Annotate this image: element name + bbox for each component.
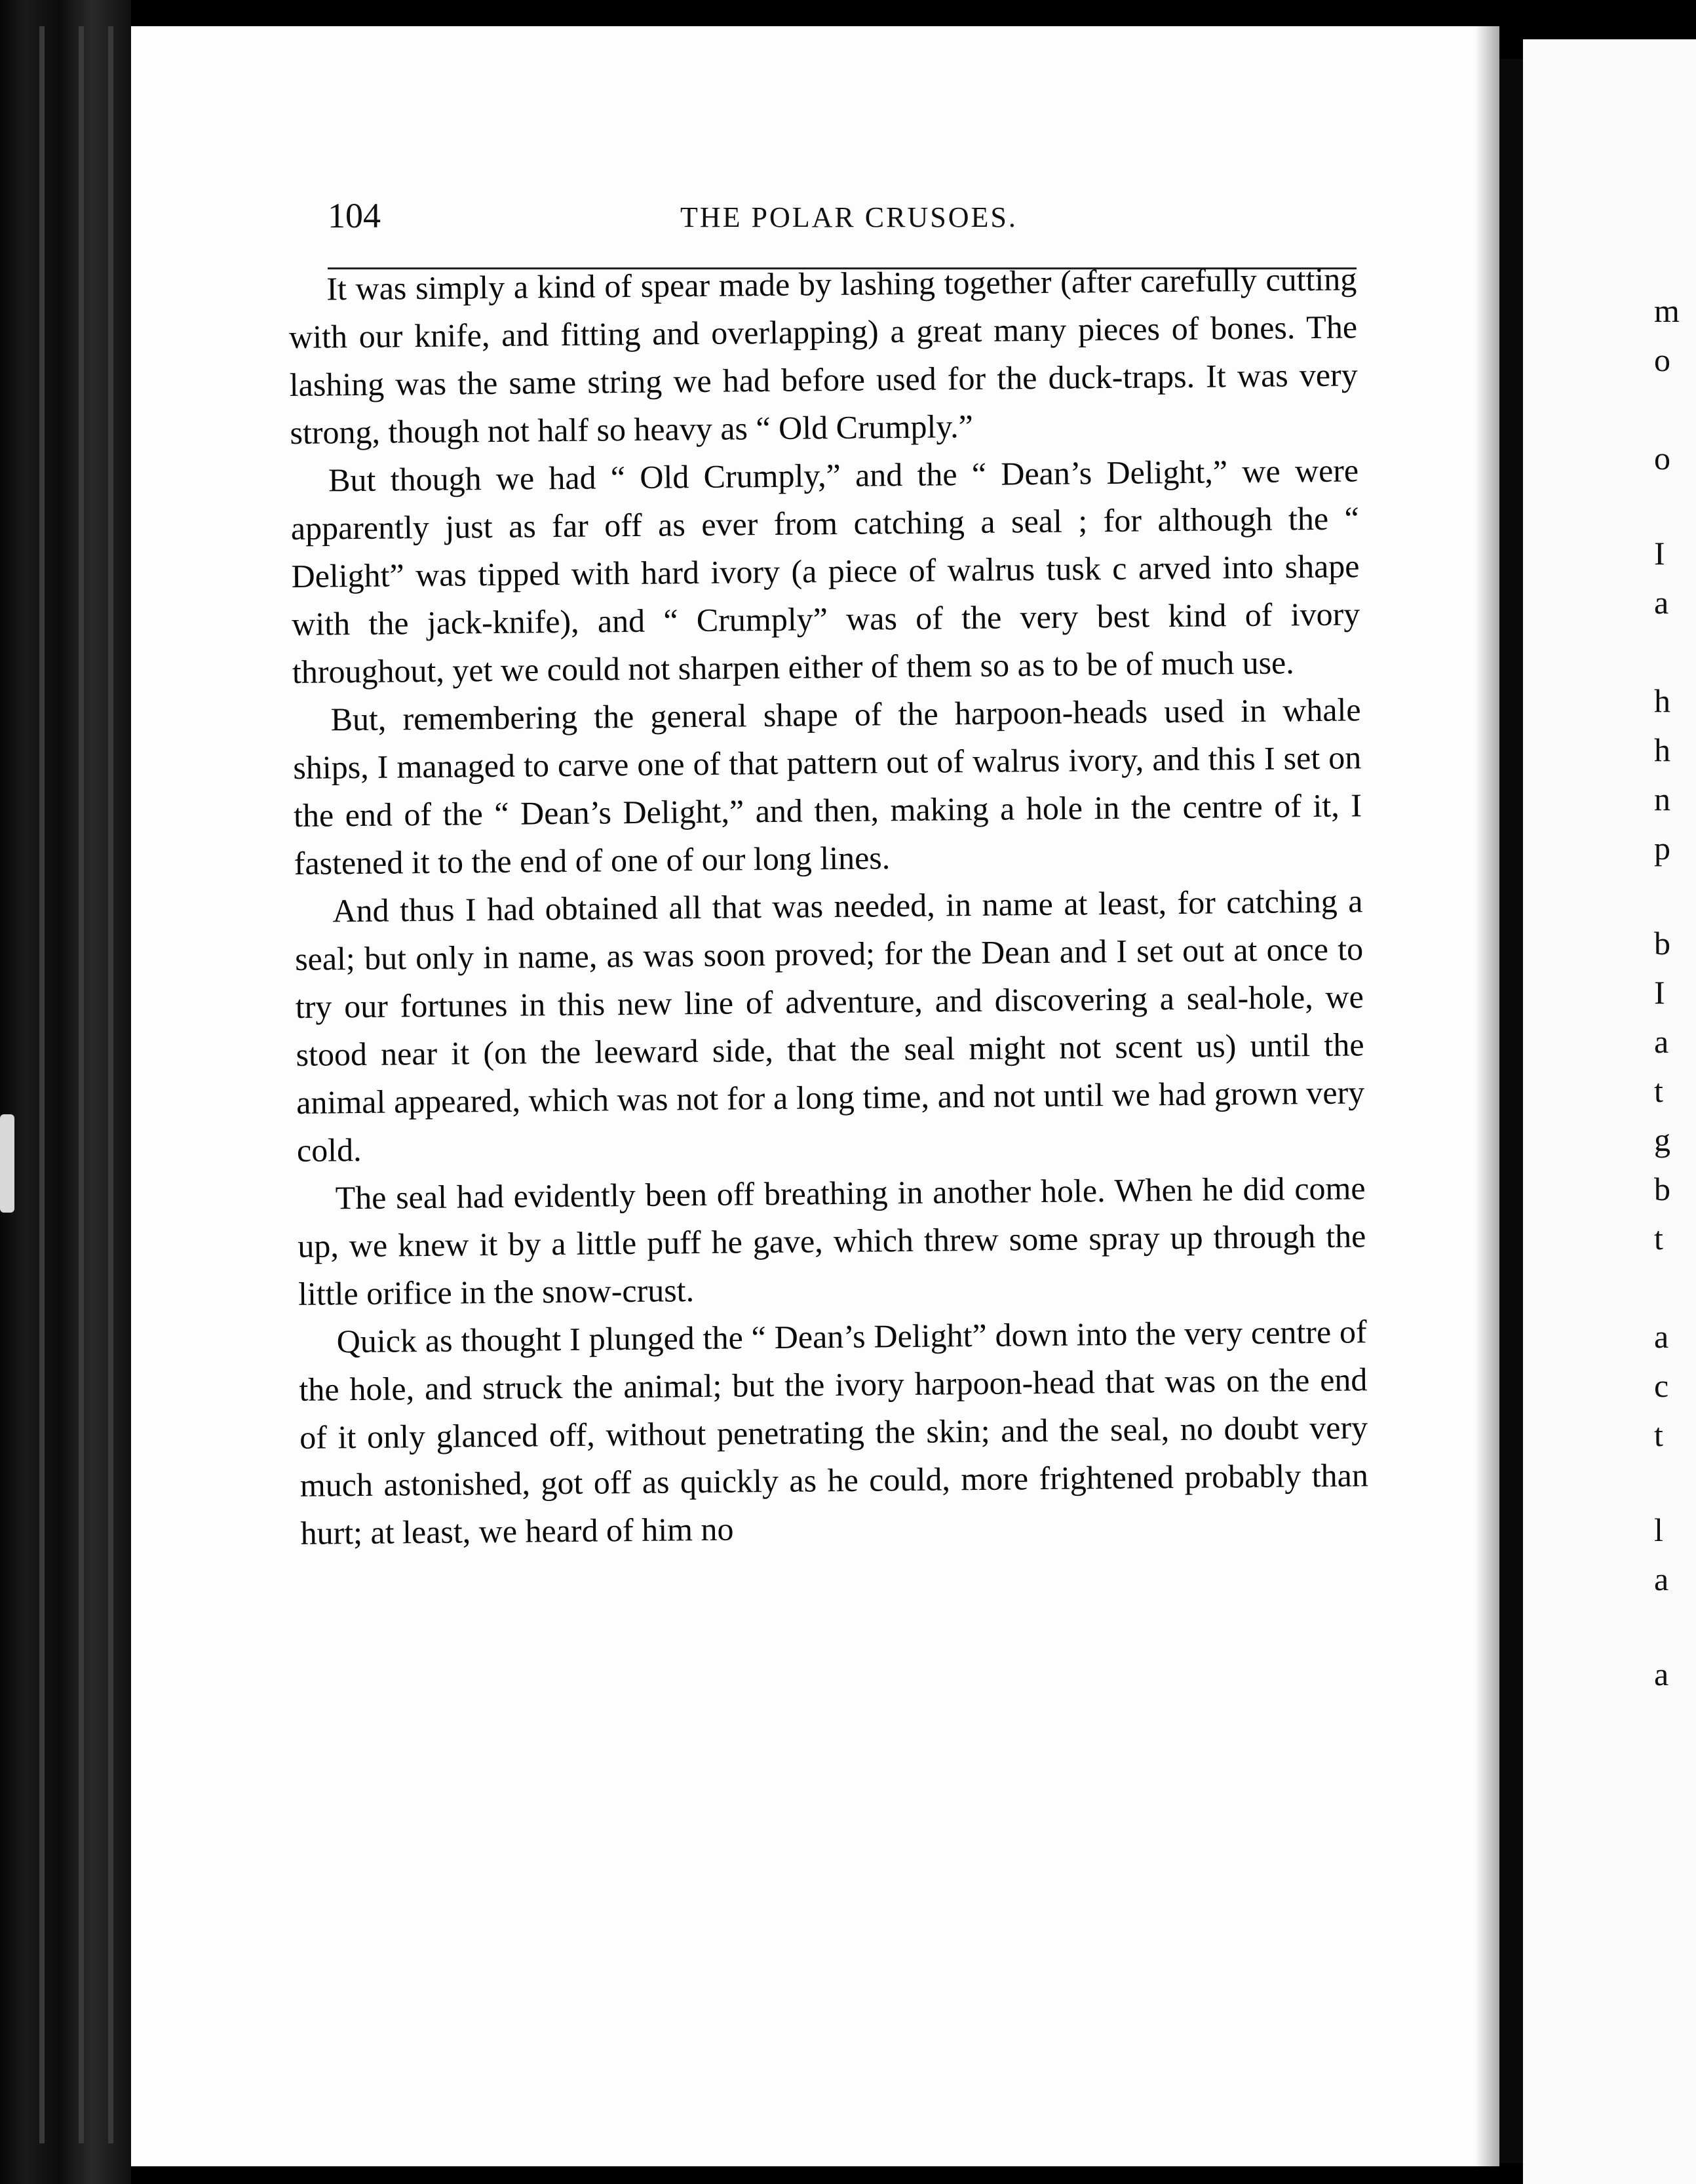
facing-fragment: t [1654,1072,1663,1109]
paragraph: And thus I had obtained all that was needed, in name at least, for catching a seal; but only in name, as was soon proved; for the Dean and I set out at once to try our fortunes in this new line of adventure, and discovering a seal-hole, we stood near it (on the leeward side, that the seal might not scent us) until the animal appeared, which was not for a long time, and not until we had grown very cold. [294,882,1365,1169]
facing-fragment: t [1654,1416,1663,1453]
facing-fragment: h [1654,731,1670,768]
facing-fragment: h [1654,682,1670,719]
facing-fragment: I [1654,974,1665,1011]
paragraph: But though we had “ Old Crumply,” and the “ Dean’s Delight,” we were apparently just as far off as ever from catching a seal ; for although the “ Delight” was tipped with hard ivory (a piece of walrus tusk c arved into shape with the jack-knife), and “ Crumply” was of the very best kind of ivory throughout, yet we could not sharpen either of them so as to be of much use. [290,452,1360,690]
facing-fragment: c [1654,1367,1669,1404]
paragraph: The seal had evidently been off breathing in another hole. When he did come up, we knew it by a little puff he gave, which threw some spray up through the little orifice in the snow-crust. [298,1169,1366,1312]
facing-page-text [1654,0,1696,2184]
page-header [328,195,1357,248]
binding-stripe [108,26,113,2143]
facing-fragment: a [1654,584,1669,621]
book-gutter [1499,59,1523,2163]
facing-fragment: I [1654,535,1665,572]
facing-fragment: p [1654,830,1670,867]
facing-fragment: b [1654,925,1670,962]
page-shadow [1474,26,1501,2166]
facing-fragment: o [1654,341,1670,378]
body-text [288,255,1369,1557]
facing-fragment: t [1654,1220,1663,1257]
paragraph: But, remembering the general shape of the harpoon-heads used in whale ships, I managed to carve one of that pattern out of walrus ivory, and this I set on the end of the “ Dean’s Delight,” and then, making a hole in the centre of it, I fastened it to the end of one of our long lines. [293,691,1362,882]
page-number: 104 [328,196,381,235]
binding-stripe [39,26,45,2143]
page-edge-mark [0,1114,14,1213]
facing-fragment: a [1654,1561,1669,1597]
facing-fragment: o [1654,440,1670,477]
paragraph: Quick as thought I plunged the “ Dean’s Delight” down into the very centre of the hole, and struck the animal; but the ivory harpoon-head that was on the end of it only glanced off, without penetrating the skin; and the seal, no doubt very much astonished, got off as quickly as he could, more frightened probably than hurt; at least, we heard of him no [299,1313,1369,1551]
paragraph: It was simply a kind of spear made by lashing together (after carefully cutting with our knife, and fitting and overlapping) a great many pieces of bones. The lashing was the same string we had before used for the duck-traps. It was very strong, though not half so heavy as “ Old Crumply.” [288,260,1358,451]
facing-fragment: a [1654,1023,1669,1060]
facing-fragment: n [1654,781,1670,817]
facing-fragment: a [1654,1656,1669,1692]
facing-fragment: m [1654,292,1680,329]
facing-fragment: g [1654,1121,1670,1158]
facing-fragment: a [1654,1318,1669,1355]
running-title: THE POLAR CRUSOES. [680,201,1018,233]
facing-fragment: b [1654,1171,1670,1207]
binding-stripe [79,26,84,2143]
facing-fragment: l [1654,1511,1663,1548]
